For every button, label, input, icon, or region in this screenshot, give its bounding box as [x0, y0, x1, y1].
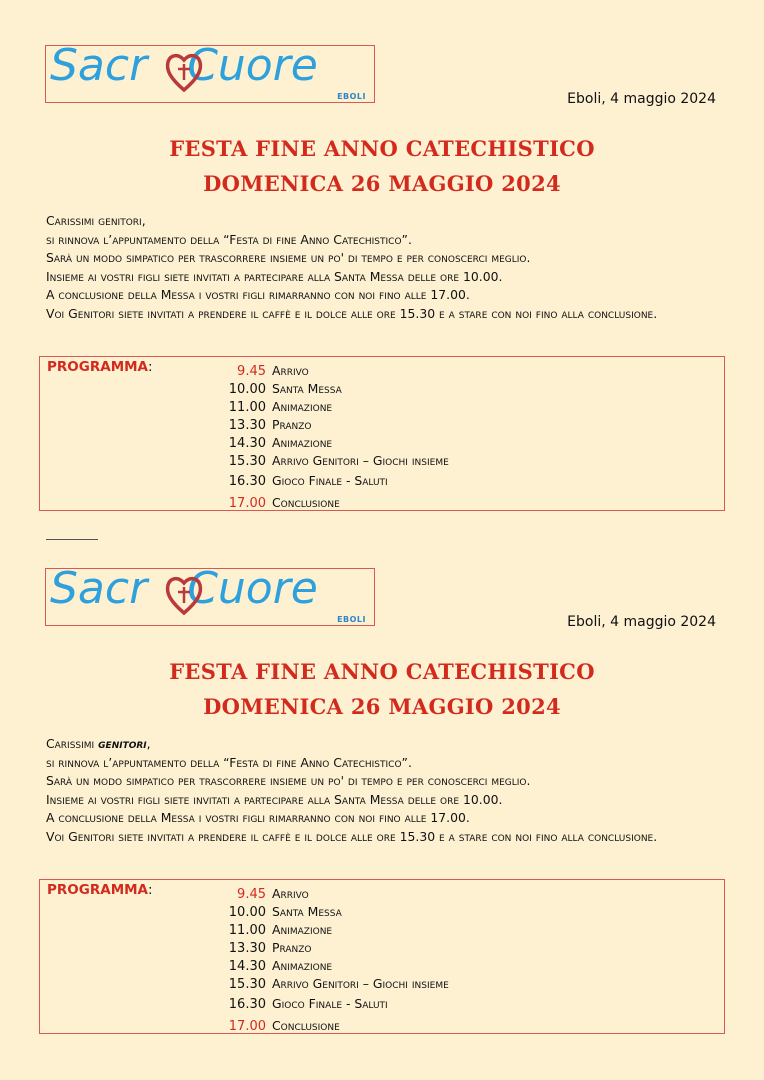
logo [45, 568, 375, 626]
program-row: 13.30 Pranzo [228, 417, 312, 433]
title-line-2: DOMENICA 26 MAGGIO 2024 [203, 694, 561, 719]
body-line: Insieme ai vostri figli siete invitati a partecipare alla Santa Messa delle ore 10.00. [46, 791, 503, 807]
program-row: 13.30 Pranzo [228, 940, 312, 956]
body-line: Sarà un modo simpatico per trascorrere insieme un po' di tempo e per conoscerci meglio. [46, 250, 531, 265]
logo-subtitle: EBOLI [337, 92, 366, 101]
title-line-1: FESTA FINE ANNO CATECHISTICO [169, 136, 595, 161]
body-line: si rinnova l’appuntamento della “Festa di fine Anno Catechistico”. [46, 231, 412, 247]
logo-text: Sacr Cuore [50, 45, 318, 91]
program-row: 15.30 Arrivo Genitori – Giochi insieme [228, 453, 449, 469]
body-line: Sarà un modo simpatico per trascorrere insieme un po' di tempo e per conoscerci meglio. [46, 773, 531, 788]
invitation-text [46, 212, 726, 323]
program-row: 15.30 Arrivo Genitori – Giochi insieme [228, 976, 449, 992]
body-line: Insieme ai vostri figli siete invitati a partecipare alla Santa Messa delle ore 10.00. [46, 268, 503, 284]
program-label: PROGRAMMA: [47, 882, 153, 898]
program-row: 16.30 Gioco Finale - Saluti [228, 996, 388, 1012]
title-line-1: FESTA FINE ANNO CATECHISTICO [169, 659, 595, 684]
divider-line [46, 539, 98, 540]
heart-cross-icon [164, 50, 204, 94]
program-row: 11.00 Animazione [228, 922, 333, 938]
date: Eboli, 4 maggio 2024 [567, 91, 716, 107]
title-line-2: DOMENICA 26 MAGGIO 2024 [203, 171, 561, 196]
program-label: PROGRAMMA: [47, 359, 153, 375]
logo [45, 45, 375, 103]
program-box [39, 356, 725, 511]
greeting: Carissimi genitori, [46, 213, 146, 228]
invitation-text [46, 735, 726, 846]
body-line: Voi Genitori siete invitati a prendere il caffè e il dolce alle ore 15.30 e a stare con noi fino alla conclusione. [46, 305, 658, 321]
program-box [39, 879, 725, 1034]
heart-cross-icon [164, 573, 204, 617]
body-line: A conclusione della Messa i vostri figli rimarranno con noi fino alle 17.00. [46, 810, 470, 825]
body-line: A conclusione della Messa i vostri figli rimarranno con noi fino alle 17.00. [46, 287, 470, 302]
program-row: 14.30 Animazione [228, 435, 333, 451]
program-row: 14.30 Animazione [228, 958, 333, 974]
body-line: Voi Genitori siete invitati a prendere il caffè e il dolce alle ore 15.30 e a stare con noi fino alla conclusione. [46, 828, 658, 844]
program-row: 17.00 Conclusione [228, 1018, 340, 1034]
program-row: 10.00 Santa Messa [228, 904, 342, 920]
date: Eboli, 4 maggio 2024 [567, 614, 716, 630]
program-row: 16.30 Gioco Finale - Saluti [228, 473, 388, 489]
program-row: 9.45 Arrivo [237, 363, 309, 379]
program-row: 11.00 Animazione [228, 399, 333, 415]
program-row: 10.00 Santa Messa [228, 381, 342, 397]
logo-text: Sacr Cuore [50, 568, 318, 614]
body-line: si rinnova l’appuntamento della “Festa di fine Anno Catechistico”. [46, 754, 412, 770]
logo-subtitle: EBOLI [337, 615, 366, 624]
greeting: Carissimi genitori, [46, 736, 151, 751]
program-row: 9.45 Arrivo [237, 886, 309, 902]
program-row: 17.00 Conclusione [228, 495, 340, 511]
